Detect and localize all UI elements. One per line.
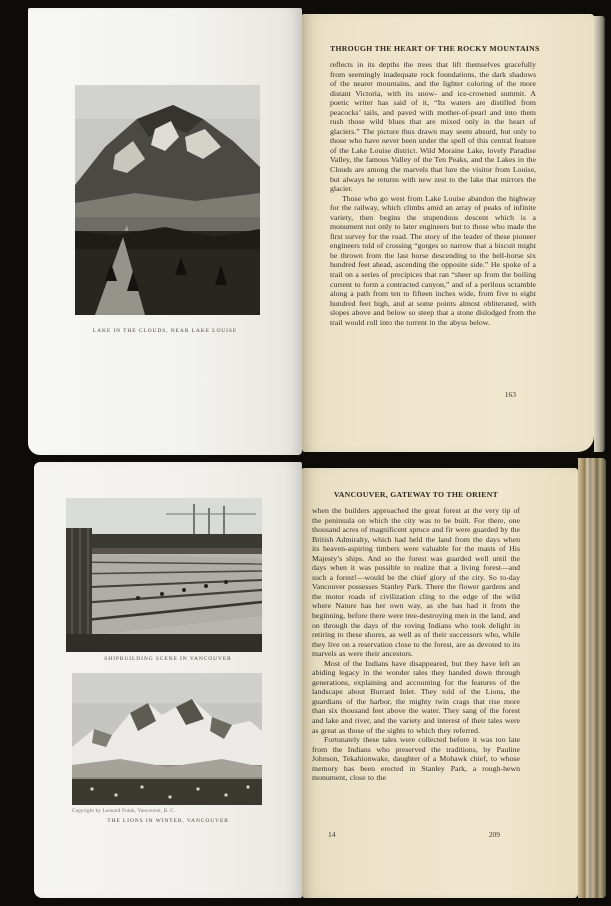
paragraph: Fortunately these tales were collected before it was too late from the Indians who preserved the traditions, by Pauline Johnson, Tekahionwake, daughter of a Mohawk chief, to whose memory has been erected in Stanley Park, a rough-hewn monument, close to the: [312, 735, 520, 783]
top-right-page: [302, 14, 594, 452]
page-stack-edge-top: [594, 16, 605, 452]
mountain-lake-illustration: [75, 85, 260, 315]
photo-caption: SHIPBUILDING SCENE IN VANCOUVER: [104, 656, 232, 662]
paragraph: reflects in its depths the trees that lift themselves gracefully from seemingly inadequate rock foundations, the dark shadows of the nearer mountains, and the lighter coloring of the more distant Victoria, with its snow- and ice-crowned summit. A poetic writer has said of it, “Its waters are distilled from peacocks’ tails, and paved with mother-of-pearl and into them rush those wild blues that are mixed only in the heart of glaciers.” The picture thus drawn may seem absurd, but only to those who have never been under the spell of this central feature of the Lake Louise district. Wild Moraine Lake, lovely Paradise Valley, the famous Valley of the Ten Peaks, and the Lakes in the Clouds are among the marvels that lure the visitor from Louise, but always he returns with new zest to the lake that mirrors the glacier.: [330, 60, 536, 194]
top-left-page: [28, 8, 302, 455]
photo-caption: THE LIONS IN WINTER, VANCOUVER: [107, 818, 229, 824]
running-head: VANCOUVER, GATEWAY TO THE ORIENT: [333, 490, 499, 499]
photo-copyright: Copyright by Leonard Frank, Vancouver, B. C.: [72, 809, 176, 814]
paragraph: Those who go west from Lake Louise abandon the highway for the railway, which climbs amid an array of peaks of infinite variety, then begins the stupendous descent which is a monument not only to later engineers but to those who made the first survey for the road. The story of the leader of these pioneer engineers told of crossing “gorges so narrow that a biscuit might be thrown from the last horse descending to the bell-horse six hundred feet ahead, ascending the opposite side.” He spoke of a trail on a series of precipices that ran “sheer up from the boiling current to form a contracted canyon,” and of a perilous scramble along a path from ten to fifteen inches wide, from five to eight hundred feet high, and at some points almost obliterated, with slopes above and below so steep that a stone dislodged from the trail would roll into the torrent in the abyss below.: [330, 193, 536, 327]
signature-number: 14: [328, 830, 336, 839]
bottom-right-page: [302, 468, 578, 898]
page-number: 209: [488, 830, 500, 839]
shipyard-illustration: [66, 498, 262, 652]
body-text: [330, 60, 536, 327]
page-stack-edge-bottom: [578, 458, 606, 898]
lake-in-the-clouds-photo: [75, 85, 260, 315]
shipbuilding-scene-photo: [66, 498, 262, 652]
lions-in-winter-photo: [72, 673, 262, 805]
page-number: 163: [504, 390, 516, 399]
body-text: [312, 506, 520, 783]
running-head: THROUGH THE HEART OF THE ROCKY MOUNTAINS: [330, 44, 540, 53]
photo-caption: LAKE IN THE CLOUDS, NEAR LAKE LOUISE: [92, 328, 238, 334]
paragraph: when the builders approached the great forest at the very tip of the peninsula on which the city was to be built. For there, one thousand acres of magnificent spruce and fir were guarded by the British Admiralty, which had held the land from the days when its heaven-aspiring timbers were valuable for the masts of His Majesty’s ships. And so the forest was guarded well until the days when it was possible to realize that a living forest—and such a forest!—would be the chief glory of the city. So to-day Vancouver possesses Stanley Park. There the flower gardens and the motor roads of civilization cling to the edge of the wild where Nature has her own way, as she has had it from the beginning, before there were tree-destroying men in the land, and on through the days of the roving Indians who took delight in retiring to these shores, as well as of their successors who, while they live on a reservation close to the forest, are as devoted to its marvels as were their ancestors.: [312, 506, 520, 659]
bottom-left-page: [34, 462, 302, 898]
paragraph: Most of the Indians have disappeared, but they have left an abiding legacy in the wonder tales they handed down through generations, explaining and accounting for the features of the landscape about Burrard Inlet. They told of the Lions, the guardians of the harbor, the mighty twin crags that rise more than six thousand feet above the water. They sang of the forest and lake and river, and the variety and interest of their tales were as great as those of the sights to which they referred.: [312, 658, 520, 735]
snowy-peaks-illustration: [72, 673, 262, 805]
